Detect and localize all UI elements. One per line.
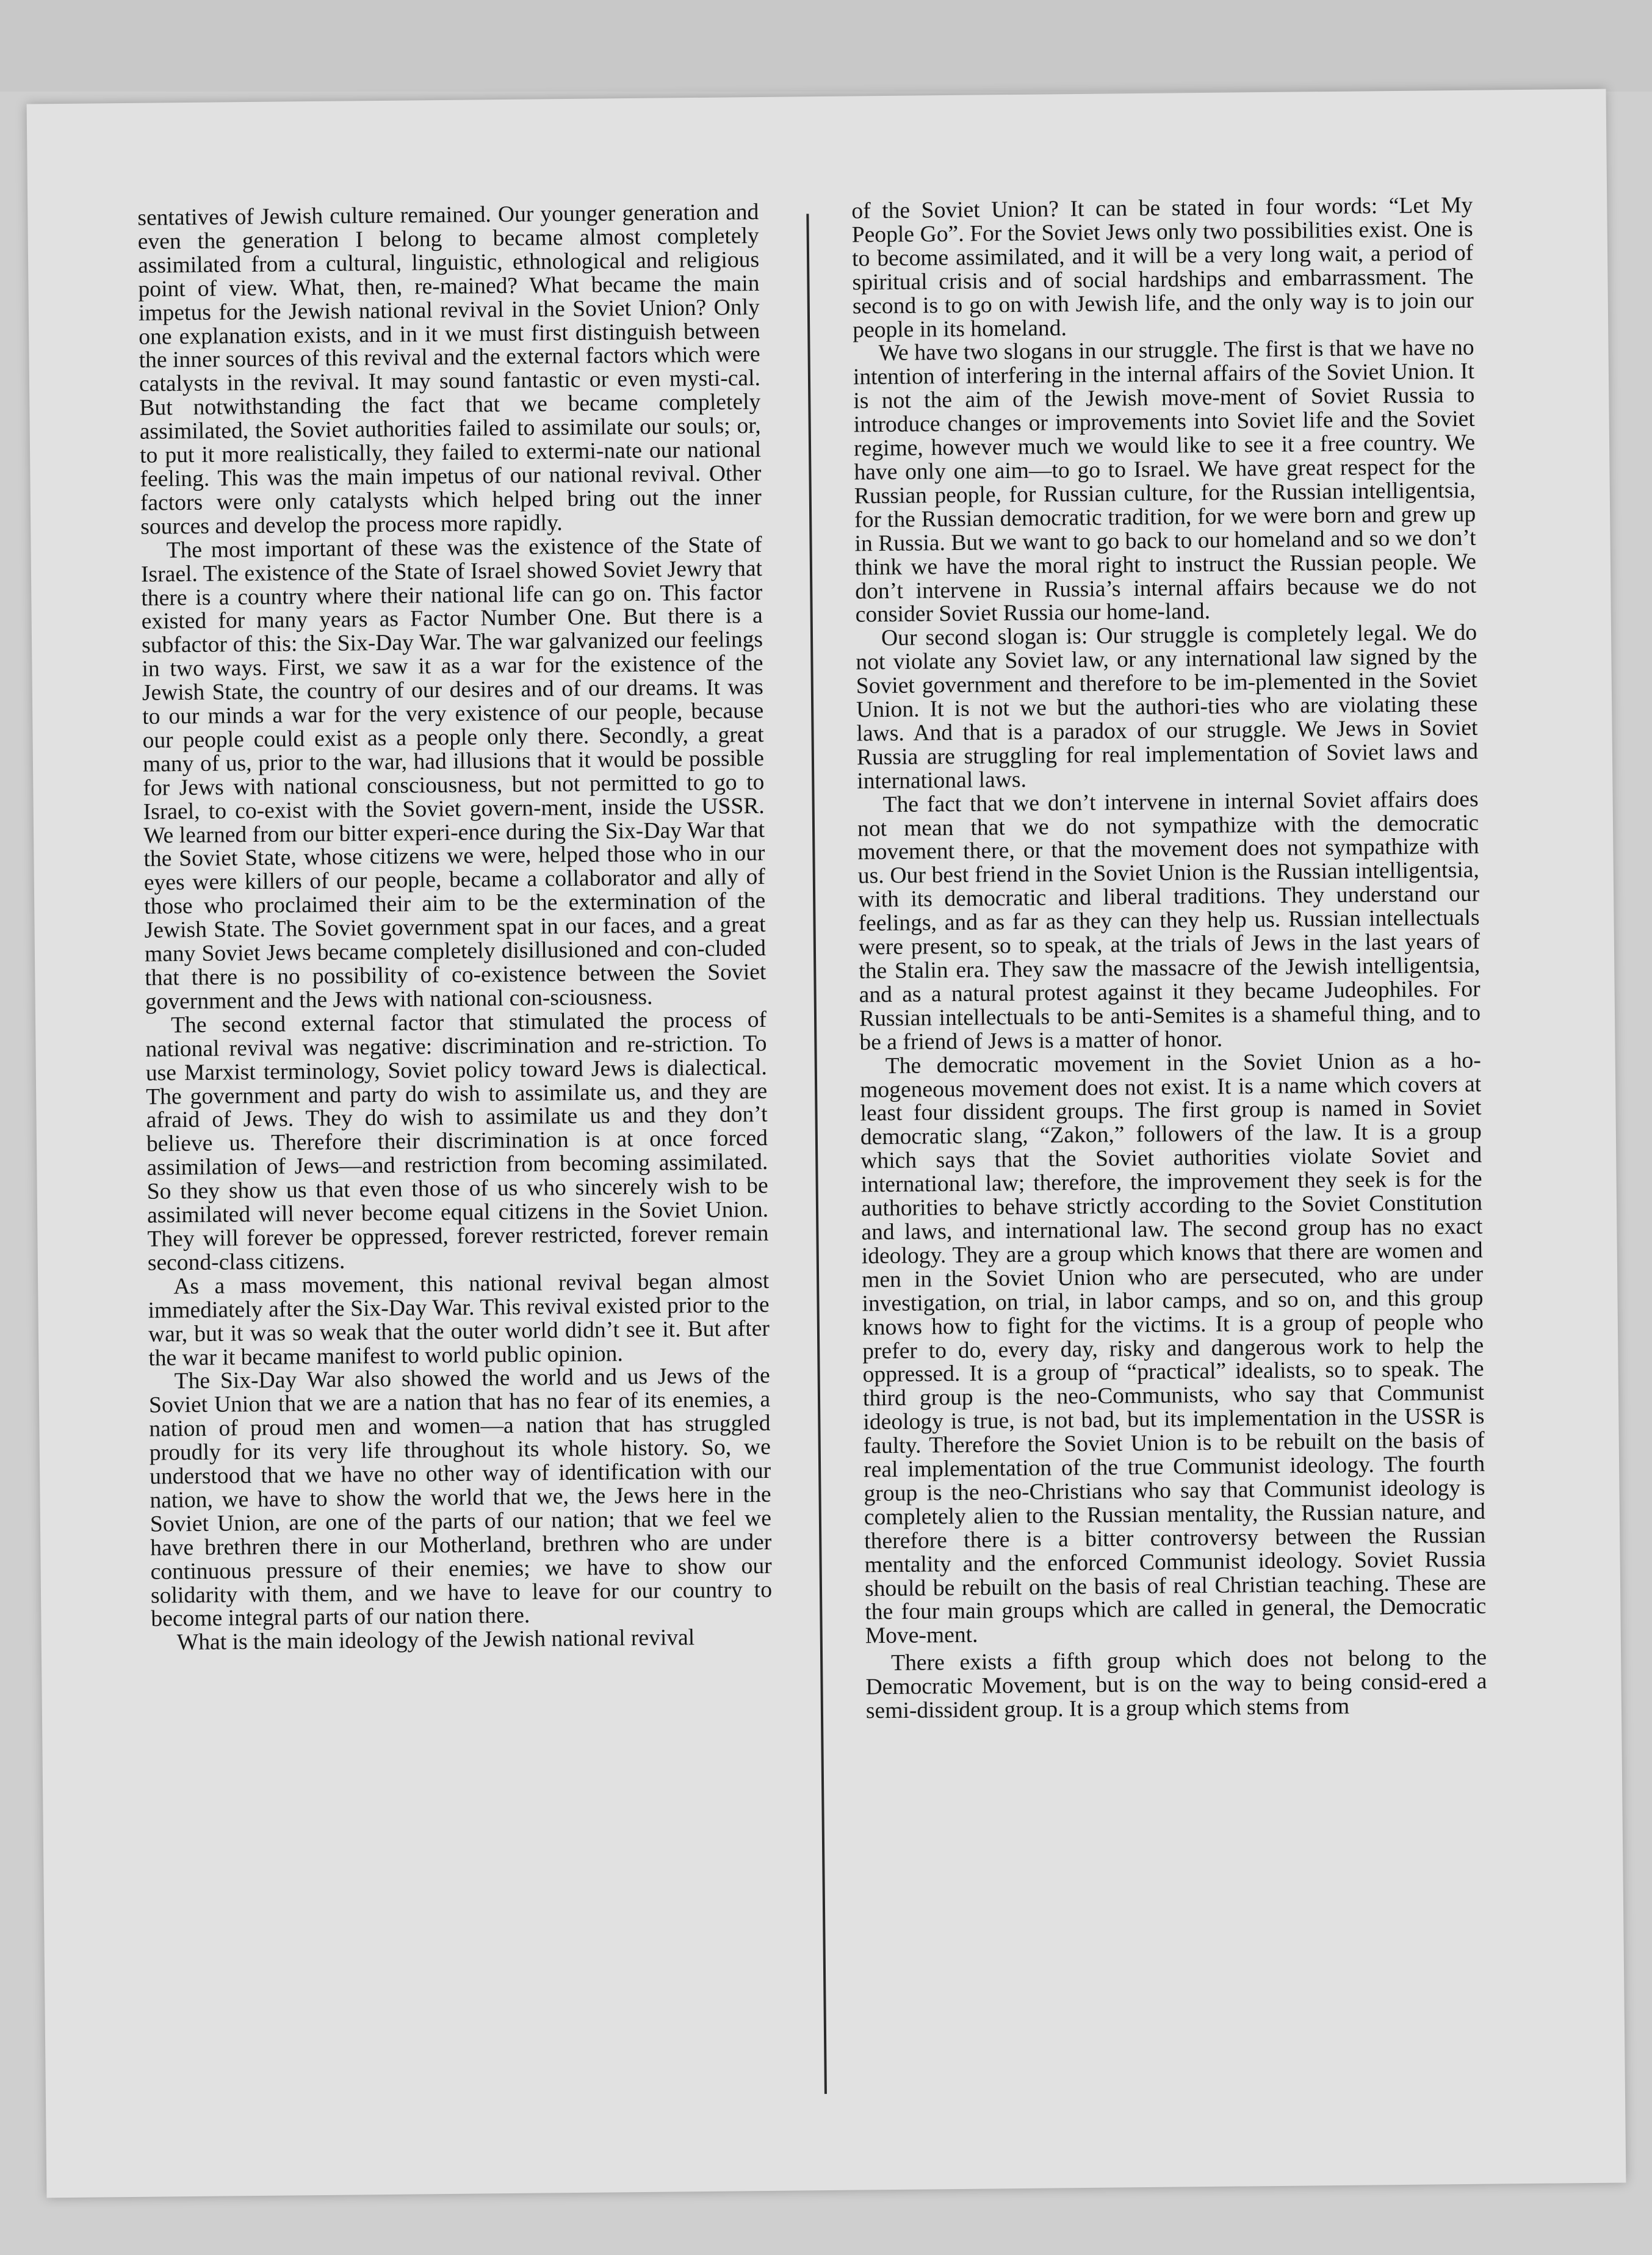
right-text-column (851, 194, 1487, 1724)
paragraph: There exists a fifth group which does not belong to the Democratic Movement, but is on the way to being consid-ered a semi-dissident group. It is a group which stems from (865, 1645, 1487, 1724)
background-strip (0, 0, 1652, 92)
paragraph: Our second slogan is: Our struggle is completely legal. We do not violate any Soviet law, or any international law signed by the Soviet government and therefore to be im-plemented in the Soviet Union. It is not we but the authori-ties who are violating these laws. And that is a paradox of our struggle. We Jews in Soviet Russia are struggling for real implementation of Soviet laws and international laws. (856, 620, 1479, 794)
paragraph: sentatives of Jewish culture remained. Our younger generation and even the generation I belong to became almost completely assimilated from a cultural, linguistic, ethnological and religious point of view. What, then, re-mained? What became the main impetus for the Jewish national revival in the Soviet Union? Only one explanation exists, and in it we must first distinguish between the inner sources of this revival and the external factors which were catalysts in the revival. It may sound fantastic or even mysti-cal. But notwithstanding the fact that we became completely assimilated, the Soviet authorities failed to assimilate our souls; or, to put it more realistically, they failed to extermi-nate our national feeling. This was the main impetus of our national revival. Other factors were only catalysts which helped bring out the inner sources and develop the process more rapidly. (137, 199, 762, 540)
paragraph: We have two slogans in our struggle. The first is that we have no intention of interfering in the internal affairs of the Soviet Union. It is not the aim of the Jewish move-ment of Soviet Russia to introduce changes or improvements into Soviet life and the Soviet regime, however much we would like to see it a free country. We have only one aim—to go to Israel. We have great respect for the Russian people, for Russian culture, for the Russian intelligentsia, for the Russian democratic tradition, for we were born and grew up in Russia. But we want to go back to our homeland and so we don’t think we have the moral right to instruct the Russian people. We don’t intervene in Russia’s internal affairs because we do not consider Soviet Russia our home-land. (853, 335, 1477, 628)
paragraph: The most important of these was the existence of the State of Israel. The existence of the State of Israel showed Soviet Jewry that there is a country where their national life can go on. This factor existed for many years as Factor Number One. But there is a subfactor of this: the Six-Day War. The war galvanized our feelings in two ways. First, we saw it as a war for the existence of the Jewish State, the country of our desires and of our dreams. It was to our minds a war for the very existence of our people, because our people could exist as a people only there. Secondly, a great many of us, prior to the war, had illusions that it would be possible for Jews with national consciousness, but not permitted to go to Israel, to co-exist with the Soviet govern-ment, inside the USSR. We learned from our bitter experi-ence during the Six-Day War that the Soviet State, whose citizens we were, helped those who in our eyes were killers of our people, became a collaborator and ally of those who proclaimed their aim to be the extermination of the Jewish State. The Soviet government spat in our faces, and a great many Soviet Jews became completely disillusioned and con-cluded that there is no possibility of co-existence between the Soviet government and the Jews with national con-sciousness. (140, 532, 766, 1015)
paragraph: The second external factor that stimulated the process of national revival was negative: discrimination and re-striction. To use Marxist terminology, Soviet policy toward Jews is dialectical. The government and party do wish to assimilate us, and they are afraid of Jews. They do wish to assimilate us and they don’t believe us. Therefore their discrimination is at once forced assimilation of Jews—and restriction from becoming assimilated. So they show us that even those of us who sincerely wish to be assimilated will never become equal citizens in the Soviet Union. They will forever be oppressed, forever restricted, forever remain second-class citizens. (145, 1007, 769, 1276)
paragraph: The fact that we don’t intervene in internal Soviet affairs does not mean that we do not sympathize with the democratic movement there, or that the movement does not sympathize with us. Our best friend in the Soviet Union is the Russian intelligentsia, with its democratic and liberal traditions. They understand our feelings, and as far as they can they help us. Russian intellectuals were present, so to speak, at the trials of Jews in the last years of the Stalin era. They saw the massacre of the Jewish intelligentsia, and as a natural protest against it they became Judeophiles. For Russian intellectuals to be anti-Semites is a shameful thing, and to be a friend of Jews is a matter of honor. (857, 786, 1481, 1055)
paragraph: of the Soviet Union? It can be stated in four words: “Let My People Go”. For the Soviet Jews only two possibilities exist. One is to become assimilated, and it will be a very long wait, a period of spiritual crisis and of social hardships and embarrassment. The second is to go on with Jewish life, and the only way is to join our people in its homeland. (851, 192, 1474, 343)
column-divider (806, 214, 827, 2094)
document-page (27, 89, 1626, 2198)
paragraph: As a mass movement, this national revival began almost immediately after the Six-Day War. This revival existed prior to the war, but it was so weak that the outer world didn’t see it. But after the war it became manifest to world public opinion. (148, 1268, 770, 1371)
paragraph: The Six-Day War also showed the world and us Jews of the Soviet Union that we are a nation that has no fear of its enemies, a nation of proud men and women—a nation that has struggled proudly for its very life throughout its whole history. So, we understood that we have no other way of identification with our nation, we have to show the world that we, the Jews here in the Soviet Union, are one of the parts of our nation; that we feel we have brethren there in our Motherland, brethren who are under continuous pressure of their enemies; we have to show our solidarity with them, and we have to leave for our country to become integral parts of our nation there. (148, 1363, 773, 1632)
paragraph: The democratic movement in the Soviet Union as a ho-mogeneous movement does not exist. It is a name which covers at least four dissident groups. The first group is named in Soviet democratic slang, “Zakon,” followers of the law. It is a group which says that the Soviet authorities violate Soviet and international law; therefore, the improvement they seek is for the authorities to behave strictly according to the Soviet Constitution and laws, and international law. The second group has no exact ideology. They are a group which knows that there are women and men in the Soviet Union who are persecuted, who are under investigation, on trial, in labor camps, and so on, and this group knows how to fight for the victims. It is a group of people who prefer to do, every day, risky and dangerous work to help the oppressed. It is a group of “practical” idealists, so to speak. The third group is the neo-Communists, who say that Communist ideology is true, is not bad, but its implementation in the USSR is faulty. Therefore the Soviet Union is to be rebuilt on the basis of real implementation of the true Communist ideology. The fourth group is the neo-Christians who say that Communist ideology is completely alien to the Russian mentality, the Russian nature, and therefore there is a bitter controversy between the Russian mentality and the enforced Communist ideology. Soviet Russia should be rebuilt on the basis of real Christian teaching. These are the four main groups which are called in general, the Democratic Move-ment. (859, 1048, 1487, 1649)
left-text-column (137, 201, 773, 1656)
paragraph: What is the main ideology of the Jewish national revival (176, 1625, 695, 1656)
